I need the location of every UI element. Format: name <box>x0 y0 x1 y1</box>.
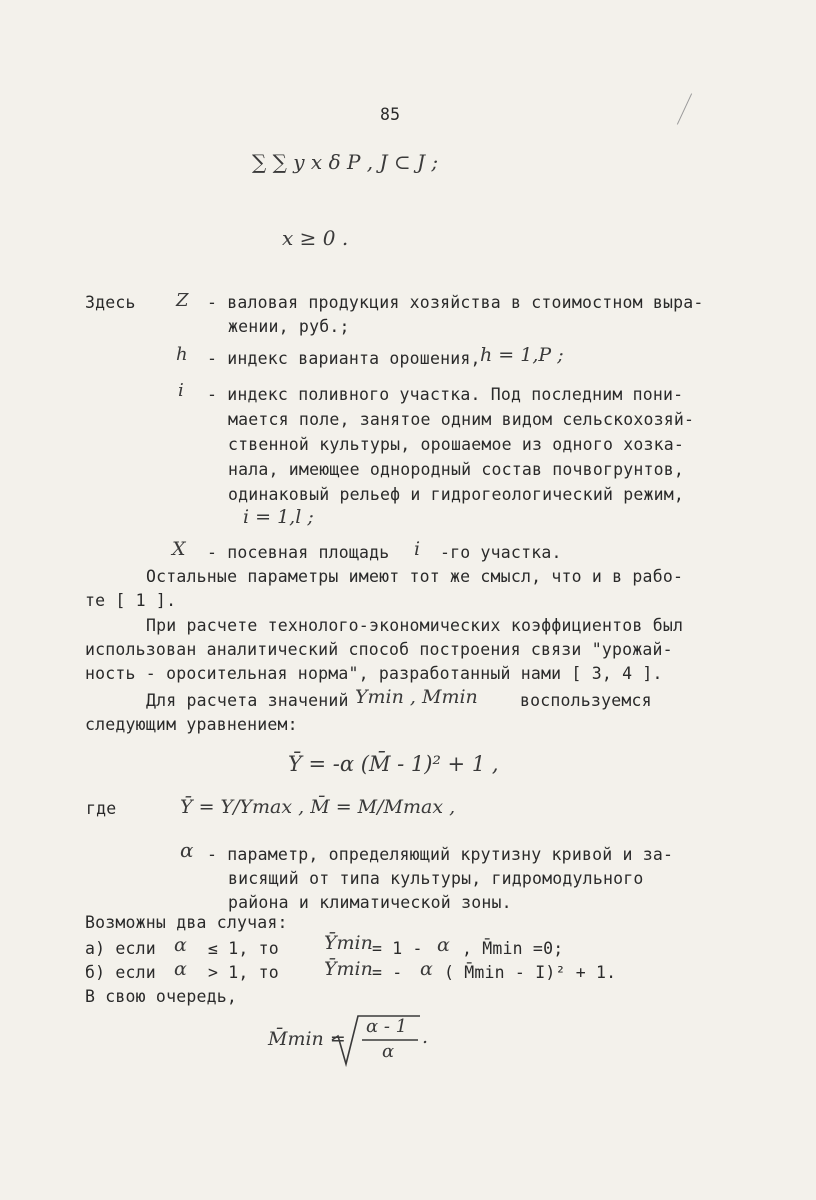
case-a-res-sym: Ȳmin <box>324 932 373 954</box>
symbol-i: i <box>178 380 184 401</box>
turn-text: В свою очередь, <box>85 987 238 1006</box>
symbol-z: Z <box>176 290 189 311</box>
def-h-text: - индекс варианта орошения, <box>207 349 481 368</box>
case-b-res-tail: ( M̄min - I)² + 1. <box>444 963 617 982</box>
def-x0-var: i <box>414 538 421 560</box>
final-end: . <box>422 1026 429 1048</box>
cases-intro: Возможны два случая: <box>85 913 288 932</box>
final-lhs: M̄min = <box>268 1028 346 1050</box>
main-equation: Ȳ = -α (M̄ - 1)² + 1 , <box>288 752 499 776</box>
para2-line2: использован аналитический способ построения связи "урожай- <box>85 640 673 659</box>
para2-line3: ность - оросительная норма", разработанный нами [ 3, 4 ]. <box>85 664 663 683</box>
para3-pre: Для расчета значений <box>146 691 349 710</box>
case-a-cond: ≤ 1, то <box>208 939 279 958</box>
case-a-res-alpha: α <box>437 934 450 956</box>
para2-line1: При расчете технолого-экономических коэффициентов был <box>146 616 684 635</box>
here-label: Здесь <box>85 293 136 312</box>
def-h-range: h = 1,P ; <box>480 344 564 366</box>
case-b-cond-sym: α <box>174 958 187 980</box>
where-expr: Ȳ = Y/Ymax , M̄ = M/Mmax , <box>180 796 456 818</box>
alpha-line1: - параметр, определяющий крутизну кривой и за- <box>207 845 674 864</box>
where-label: где <box>86 799 117 818</box>
alpha-line2: висящий от типа культуры, гидромодульного <box>228 869 644 888</box>
final-numerator: α - 1 <box>366 1016 408 1037</box>
case-a-res: = 1 - <box>372 939 423 958</box>
para3-post: воспользуемся <box>520 691 652 710</box>
case-a-res-tail: , M̄min =0; <box>462 939 564 958</box>
constraint-sum: ∑ ∑ y x δ P , J ⊂ J ; <box>252 150 439 174</box>
def-i-line4: нала, имеющее однородный состав почвогрунтов, <box>228 460 685 479</box>
case-b-label: б) если <box>85 963 156 982</box>
case-b-cond: > 1, то <box>208 963 279 982</box>
def-i-line1: - индекс поливного участка. Под последним пони- <box>207 385 684 404</box>
para1-line1: Остальные параметры имеют тот же смысл, что и в рабо- <box>146 567 684 586</box>
symbol-x0: X <box>172 538 186 560</box>
para3-vars: Ymin , Mmin <box>355 686 478 708</box>
case-b-res-alpha: α <box>420 958 433 980</box>
def-x0-text: - посевная площадь <box>207 543 390 562</box>
def-x0-suffix: -го участка. <box>440 543 562 562</box>
def-z-line2: жении, руб.; <box>228 317 350 336</box>
case-b-res-sym: Ȳmin <box>324 958 373 980</box>
def-i-line5: одинаковый рельеф и гидрогеологический режим, <box>228 485 685 504</box>
page-number: 85 <box>380 105 401 124</box>
para3-line2: следующим уравнением: <box>85 715 298 734</box>
def-i-line2: мается поле, занятое одним видом сельскохозяй- <box>228 410 695 429</box>
def-i-range: i = 1,l ; <box>243 506 314 528</box>
symbol-h: h <box>176 344 188 365</box>
case-a-label: а) если <box>85 939 156 958</box>
def-z-line1: - валовая продукция хозяйства в стоимостном выра- <box>207 293 704 312</box>
alpha-line3: района и климатической зоны. <box>228 893 512 912</box>
para1-line2: те [ 1 ]. <box>85 591 177 610</box>
def-i-line3: ственной культуры, орошаемое из одного хозка- <box>228 435 685 454</box>
case-b-res: = - <box>372 963 403 982</box>
constraint-nonneg: x ≥ 0 . <box>282 226 349 250</box>
final-denominator: α <box>382 1041 395 1062</box>
symbol-alpha: α <box>180 838 194 862</box>
case-a-cond-sym: α <box>174 934 187 956</box>
